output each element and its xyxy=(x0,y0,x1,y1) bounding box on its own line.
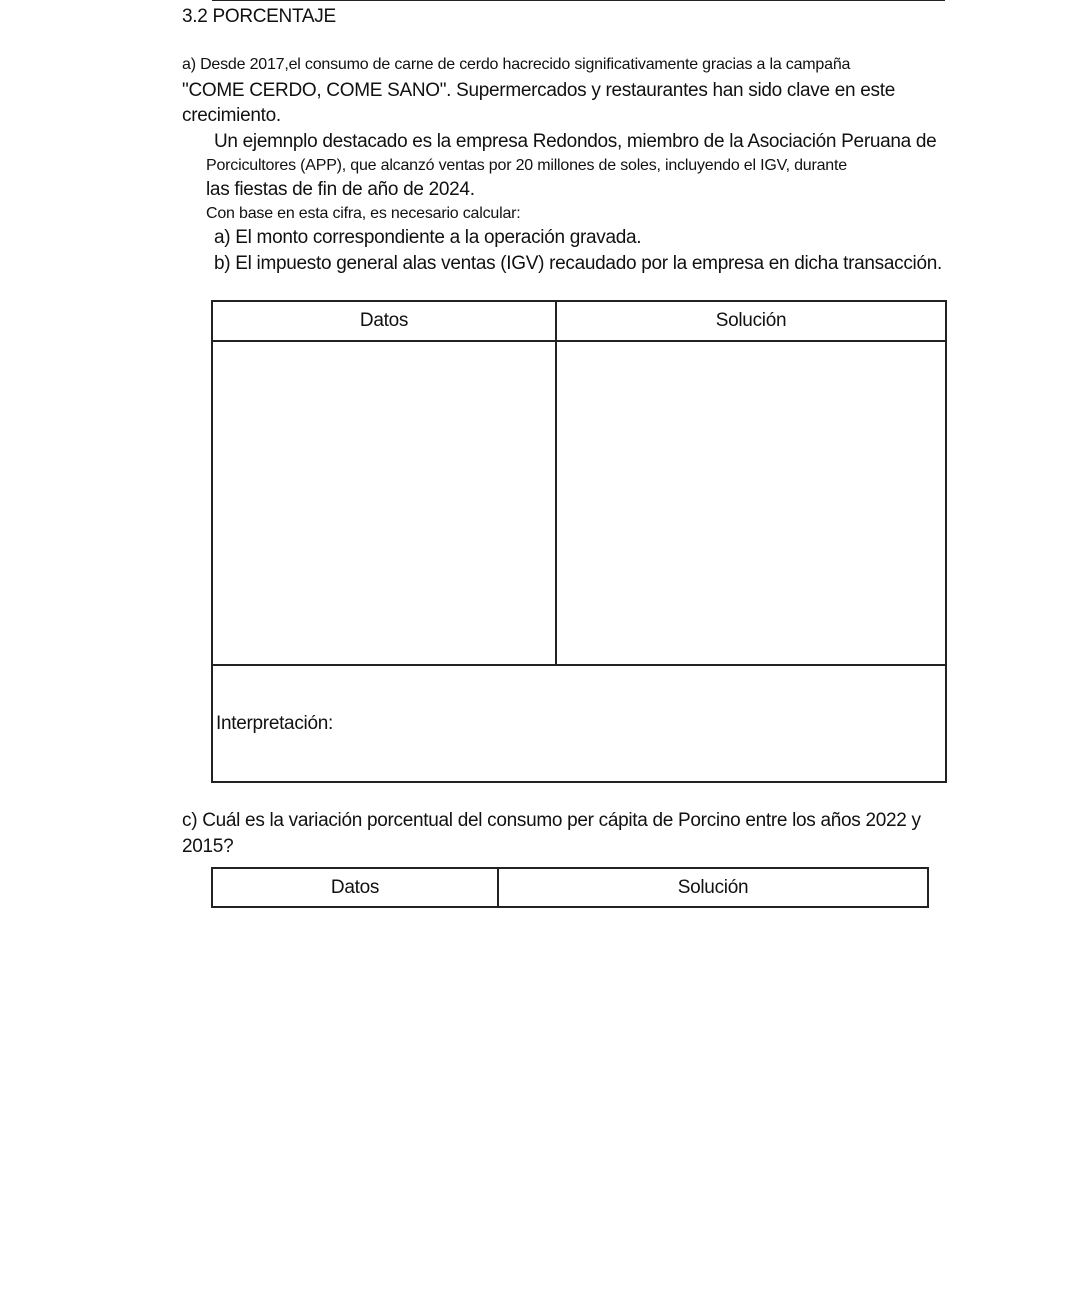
table1-header-solucion: Solución xyxy=(556,301,946,341)
question-c-line-2: 2015? xyxy=(182,836,234,857)
question-a: a) El monto correspondiente a la operación gravada. xyxy=(214,227,642,248)
intro-line-6: las fiestas de fin de año de 2024. xyxy=(206,179,475,200)
interpretation-label: Interpretación: xyxy=(216,712,333,734)
section-title: 3.2 PORCENTAJE xyxy=(182,6,336,27)
question-b: b) El impuesto general alas ventas (IGV) recaudado por la empresa en dicha transacción. xyxy=(214,253,942,274)
intro-line-5: Porcicultores (APP), que alcanzó ventas por 20 millones de soles, incluyendo el IGV, durante xyxy=(206,157,847,174)
intro-line-4: Un ejemnplo destacado es la empresa Redondos, miembro de la Asociación Peruana de xyxy=(214,131,937,152)
intro-line-7: Con base en esta cifra, es necesario calcular: xyxy=(206,205,521,222)
table1-solucion-cell[interactable] xyxy=(556,341,946,665)
answer-table-1 xyxy=(211,300,947,783)
table1-header-datos: Datos xyxy=(212,301,556,341)
intro-line-1: a) Desde 2017,el consumo de carne de cerdo hacrecido significativamente gracias a la campaña xyxy=(182,56,851,73)
intro-line-3: crecimiento. xyxy=(182,105,281,126)
table2-header-solucion: Solución xyxy=(498,868,928,907)
table2-header-datos: Datos xyxy=(212,868,498,907)
question-c-line-1: c) Cuál es la variación porcentual del consumo per cápita de Porcino entre los años 2022 y xyxy=(182,810,921,831)
answer-table-2 xyxy=(211,867,929,908)
table1-datos-cell[interactable] xyxy=(212,341,556,665)
table1-interpretation-cell[interactable] xyxy=(212,665,946,782)
intro-line-2: "COME CERDO, COME SANO". Supermercados y restaurantes han sido clave en este xyxy=(182,80,895,101)
top-rule xyxy=(212,0,945,1)
